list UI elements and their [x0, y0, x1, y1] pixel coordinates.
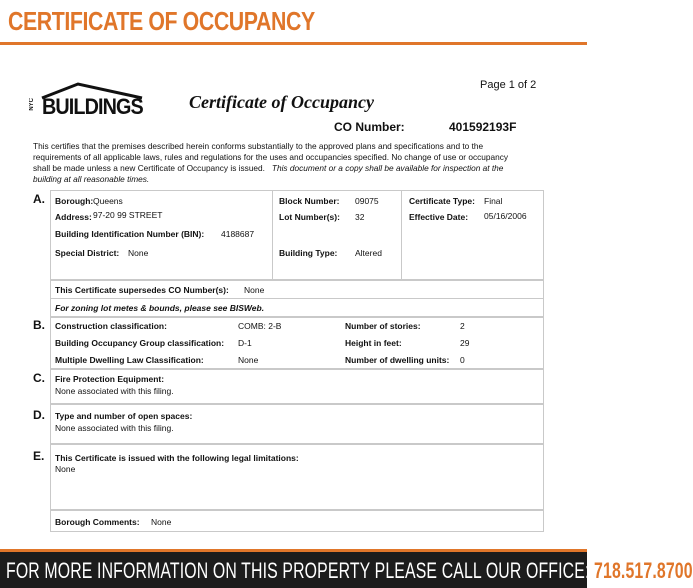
lot-number-label: Lot Number(s):	[279, 212, 340, 222]
borough-comments-label: Borough Comments:	[55, 517, 140, 527]
zoning-note: For zoning lot metes & bounds, please see BISWeb.	[55, 303, 265, 313]
section-c-letter: C.	[33, 371, 45, 385]
logo-word: BUILDINGS	[42, 94, 143, 119]
footer-message: FOR MORE INFORMATION ON THIS PROPERTY PLEASE CALL OUR OFFICE:	[6, 558, 595, 583]
co-number-label: CO Number:	[334, 120, 405, 134]
dwelling-units-label: Number of dwelling units:	[345, 355, 450, 365]
fire-protection-value: None associated with this filing.	[55, 386, 174, 396]
footer-bar	[0, 549, 693, 588]
construction-value: COMB: 2-B	[238, 321, 282, 331]
open-spaces-value: None associated with this filing.	[55, 423, 174, 433]
address-value: 97-20 99 STREET	[93, 210, 163, 220]
special-district-value: None	[128, 248, 149, 258]
bin-value: 4188687	[221, 229, 255, 239]
co-number-value: 401592193F	[449, 120, 517, 134]
lot-number-value: 32	[355, 212, 365, 222]
section-a-divider-2	[401, 190, 402, 280]
section-a-divider-1	[272, 190, 273, 280]
open-spaces-label: Type and number of open spaces:	[55, 411, 193, 421]
supersedes-label: This Certificate supersedes CO Number(s):	[55, 285, 229, 295]
effective-date-value: 05/16/2006	[484, 211, 527, 221]
section-a-letter: A.	[33, 192, 45, 206]
supersedes-divider	[50, 298, 544, 299]
certificate-title: Certificate of Occupancy	[189, 92, 374, 112]
footer-text	[6, 558, 693, 584]
effective-date-label: Effective Date:	[409, 212, 469, 222]
stories-label: Number of stories:	[345, 321, 421, 331]
borough-comments-value: None	[151, 517, 172, 527]
supersedes-value: None	[244, 285, 265, 295]
intro-line-3a: shall be made unless a new Certificate of Occupancy is issued.	[33, 163, 265, 173]
legal-limitations-value: None	[55, 464, 76, 474]
height-value: 29	[460, 338, 470, 348]
page-number: Page 1 of 2	[480, 79, 537, 91]
address-label: Address:	[55, 212, 92, 222]
occupancy-group-label: Building Occupancy Group classification:	[55, 338, 225, 348]
height-label: Height in feet:	[345, 338, 402, 348]
intro-line-1: This certifies that the premises described herein conforms substantially to the approved plans and specifications and to the	[33, 141, 484, 151]
block-number-label: Block Number:	[279, 196, 340, 206]
bin-label: Building Identification Number (BIN):	[55, 229, 205, 239]
building-type-value: Altered	[355, 248, 382, 258]
multiple-dwelling-value: None	[238, 355, 259, 365]
intro-line-4: building at all reasonable times.	[33, 174, 150, 184]
certificate-type-label: Certificate Type:	[409, 196, 475, 206]
borough-label: Borough:	[55, 196, 94, 206]
intro-line-3b: This document or a copy shall be available for inspection at the	[271, 163, 504, 173]
certificate-type-value: Final	[484, 196, 503, 206]
section-b-letter: B.	[33, 318, 45, 332]
fire-protection-label: Fire Protection Equipment:	[55, 374, 165, 384]
footer-phone-link[interactable]: 718.517.8700	[594, 558, 693, 583]
intro-paragraph	[33, 141, 553, 185]
stories-value: 2	[460, 321, 465, 331]
intro-line-2: requirements of all applicable laws, rules and regulations for the uses and occupancies specified. No change of use or occupancy	[33, 152, 509, 162]
occupancy-group-value: D-1	[238, 338, 252, 348]
special-district-label: Special District:	[55, 248, 120, 258]
borough-value: Queens	[93, 196, 123, 206]
section-e-letter: E.	[33, 449, 45, 463]
logo-nyc: NYC	[29, 98, 35, 111]
banner-rule	[0, 42, 587, 45]
construction-label: Construction classification:	[55, 321, 167, 331]
banner	[0, 0, 587, 44]
multiple-dwelling-label: Multiple Dwelling Law Classification:	[55, 355, 204, 365]
building-type-label: Building Type:	[279, 248, 338, 258]
block-number-value: 09075	[355, 196, 379, 206]
dwelling-units-value: 0	[460, 355, 465, 365]
section-d-letter: D.	[33, 408, 45, 422]
banner-title: CERTIFICATE OF OCCUPANCY	[8, 6, 315, 36]
legal-limitations-label: This Certificate is issued with the following legal limitations:	[55, 453, 299, 463]
